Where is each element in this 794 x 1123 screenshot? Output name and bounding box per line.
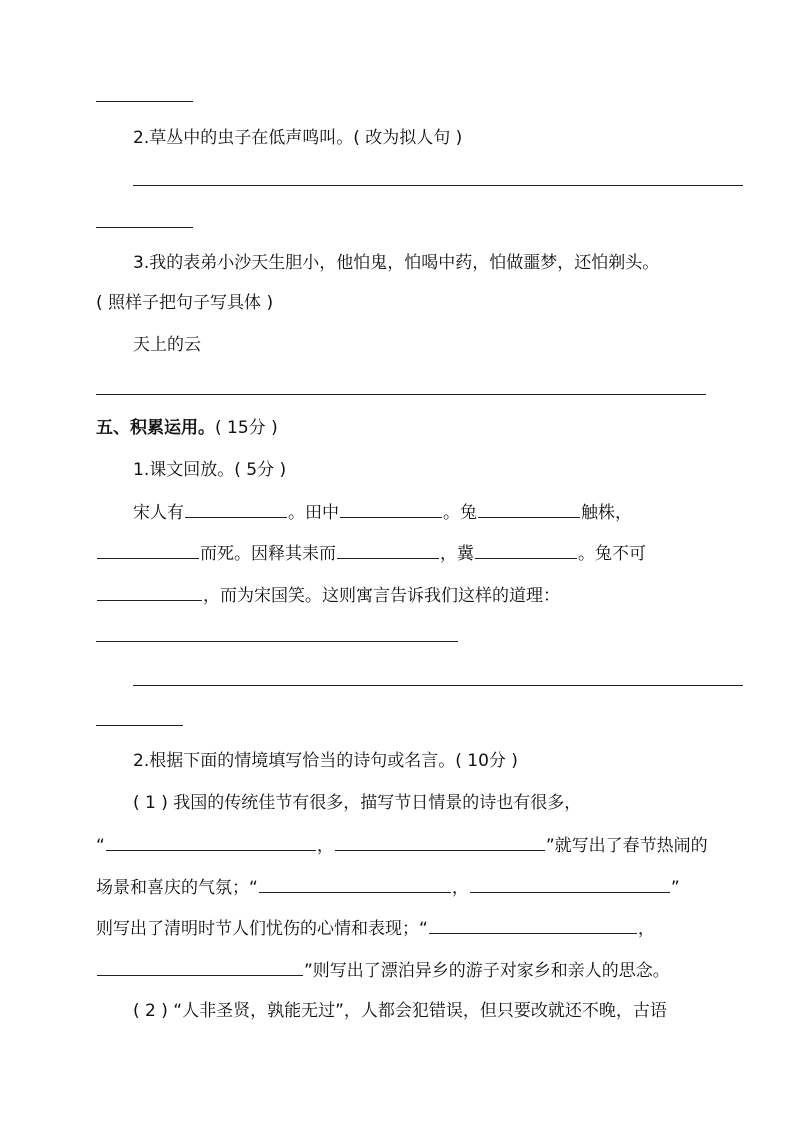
fill-blank[interactable] [97,541,199,559]
section-5-title: 五、积累运用。 [96,418,215,438]
fill-blank[interactable] [478,500,580,518]
question-3-example: 天上的云 [133,335,201,355]
answer-line-q3[interactable] [96,394,706,395]
item-1-line-3 [96,583,560,607]
question-2-text: 2.草丛中的虫子在低声鸣叫。( 改为拟人句 ) [133,128,463,148]
answer-line-item1-2[interactable] [133,685,743,686]
text-segment: 宋人有 [133,503,184,523]
item-2-part1-line3 [96,875,680,899]
item-1-line-2 [96,541,646,565]
text-segment: 。田中 [288,503,339,523]
fill-blank[interactable] [335,833,545,851]
answer-line-item1-1[interactable] [96,641,458,642]
fill-blank[interactable] [337,541,439,559]
text-segment: ，而为宋国笑。这则寓言告诉我们这样的道理： [203,586,560,606]
item-2-part1-line4 [96,916,655,940]
fill-blank[interactable] [475,541,577,559]
text-segment: ”则写出了漂泊异乡的游子对家乡和亲人的思念。 [304,961,670,981]
fill-blank[interactable] [340,500,442,518]
answer-line-q2-1[interactable] [133,185,743,186]
fill-blank[interactable] [185,500,287,518]
item-1-line-1 [133,500,632,524]
item-2-part1-line1: ( 1 ) 我国的传统佳节有很多，描写节日情景的诗也有很多， [133,793,582,813]
item-2-part2-line1: ( 2 ) “人非圣贤，孰能无过”，人都会犯错误，但只要改就还不晚，古语 [133,1001,667,1021]
fill-blank[interactable] [429,916,637,934]
fill-blank[interactable] [470,875,670,893]
text-segment: 则写出了清明时节人们忧伤的心情和表现；“ [96,919,428,939]
item-2-part1-line2 [96,833,708,857]
text-segment: 。兔 [443,503,477,523]
fill-blank[interactable] [97,958,303,976]
text-segment: ”就写出了春节热闹的 [545,836,708,856]
item-1-title: 1.课文回放。( 5分 ) [133,460,287,480]
fill-blank[interactable] [259,875,451,893]
section-5-score: ( 15分 ) [215,418,278,438]
answer-line-q2-2[interactable] [96,227,193,228]
fill-blank[interactable] [97,583,202,601]
text-segment: “ [96,836,105,856]
section-5-heading [96,417,278,439]
text-segment: 。兔不可 [578,544,646,564]
text-segment: ” [670,878,680,898]
text-segment: ， [451,878,469,898]
answer-line-top[interactable] [96,101,193,102]
item-2-title: 2.根据下面的情境填写恰当的诗句或名言。( 10分 ) [133,751,518,771]
text-segment: 场景和喜庆的气氛；“ [96,878,258,898]
question-3-line2: ( 照样子把句子写具体 ) [96,293,274,313]
answer-line-item1-3[interactable] [96,725,183,726]
text-segment: ， [316,836,334,856]
question-3-line1: 3.我的表弟小沙天生胆小，他怕鬼，怕喝中药，怕做噩梦，还怕剃头。 [133,253,660,273]
text-segment: 触株， [581,503,632,523]
item-2-part1-line5 [96,958,670,982]
text-segment: ， [637,919,655,939]
fill-blank[interactable] [106,833,316,851]
text-segment: 而死。因释其耒而 [200,544,336,564]
text-segment: ，冀 [440,544,474,564]
